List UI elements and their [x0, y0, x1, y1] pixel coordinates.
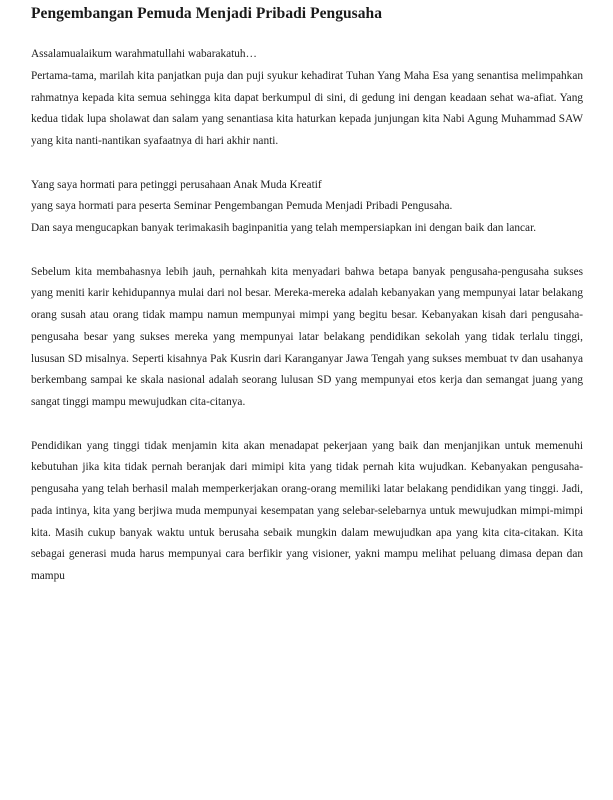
respect-line: yang saya hormati para peserta Seminar Pengembangan Pemuda Menjadi Pribadi Pengusaha. [31, 200, 453, 213]
paragraph-spacer [31, 414, 583, 436]
thanks-paragraph: Dan saya mengucapkan banyak terimakasih baginpanitia yang telah mempersiapkan ini dengan baik dan lancar. [31, 222, 537, 234]
opening-paragraph: Pertama-tama, marilah kita panjatkan puja dan puji syukur kehadirat Tuhan Yang Maha Esa yang senantisa melimpahkan rahmatnya kepada kita semua sehingga kita dapat berkumpul di sini, di gedung ini dengan keadaan sehat wa-afiat. Yang kedua tidak lupa sholawat dan salam yang senantiasa kita haturkan kepada junjungan kita Nabi Agung Muhammad SAW yang kita nanti-nantikan syafaatnya di hari akhir nanti. [31, 69, 583, 147]
paragraph-spacer [31, 240, 583, 262]
document-title: Pengembangan Pemuda Menjadi Pribadi Pengusaha [31, 5, 383, 22]
document-body [31, 44, 583, 588]
respect-line: Yang saya hormati para petinggi perusahaan Anak Muda Kreatif [31, 178, 322, 191]
paragraph-spacer [31, 153, 583, 175]
body-paragraph: Sebelum kita membahasnya lebih jauh, pernahkah kita menyadari bahwa betapa banyak pengusaha-pengusaha sukses yang meniti karir kehidupannya mulai dari nol besar. Mereka-mereka adalah kebanyakan yang mempunyai latar belakang orang susah atau orang tidak mampu namun mempunyai mimpi yang begitu besar. Kebanyakan kisah dari pengusaha-pengusaha besar yang sukses mereka yang mempunyai latar belakang pendidikan sekolah yang tidak terlalu tinggi, lususan SD misalnya. Seperti kisahnya Pak Kusrin dari Karanganyar Jawa Tengah yang sukses membuat tv dan usahanya berkembang sampai ke skala nasional adalah seorang lulusan SD yang mempunyai etos kerja dan semangat juang yang sangat tinggi mampu mewujudkan cita-citanya. [31, 265, 583, 408]
greeting-line: Assalamualaikum warahmatullahi wabarakatuh… [31, 48, 257, 60]
body-paragraph: Pendidikan yang tinggi tidak menjamin kita akan menadapat pekerjaan yang baik dan menjanjikan untuk memenuhi kebutuhan jika kita tidak pernah beranjak dari mimipi kita yang tidak pernah kita wujudkan. Kebanyakan pengusaha-pengusaha yang telah berhasil malah memperkerjakan orang-orang memiliki latar belakang pendidikan yang tinggi. Jadi, pada intinya, kita yang berjiwa muda mempunyai kesempatan yang selebar-selebarnya untuk mewujudkan mimpi-mimpi kita. Masih cukup banyak waktu untuk berusaha sebaik mungkin dalam mewujudkan apa yang kita cita-citakan. Kita sebagai generasi muda harus mempunyai cara berfikir yang visioner, yakni mampu melihat peluang dimasa depan dan mampu [31, 439, 583, 582]
